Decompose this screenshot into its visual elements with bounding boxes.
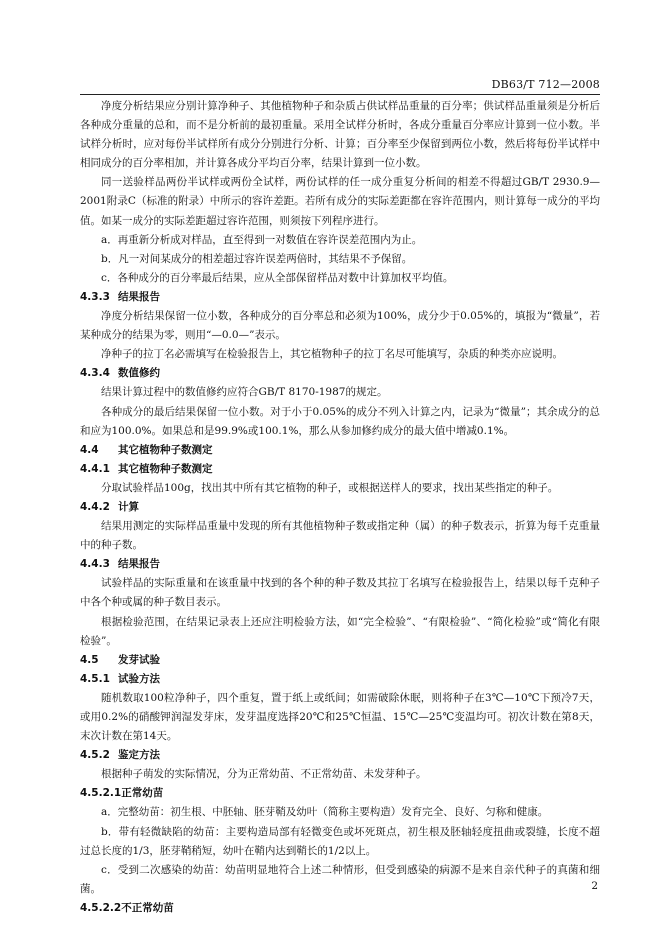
- paragraph: 随机数取100粒净种子，四个重复，置于纸上或纸间；如需破除休眠，则将种子在3℃—10℃下预冷7天，或用0.2%的硝酸钾润湿发芽床，发芽温度选择20℃和25℃恒温、15℃—25℃变温均可。初次计数在第8天，末次计数在第14天。: [80, 691, 600, 743]
- standard-number: DB63/T 712—2008: [491, 78, 600, 91]
- section-heading: [80, 498, 600, 517]
- section-number: 4.4: [80, 443, 99, 456]
- section-number: 4.5.2: [80, 749, 110, 762]
- section-title: 试验方法: [118, 672, 160, 685]
- section-title: 其它植物种子数测定: [118, 462, 213, 475]
- paragraph: 试验样品的实际重量和在该重量中找到的各个种的种子数及其拉丁名填写在检验报告上，结果以每千克种子中各个种或属的种子数目表示。: [80, 577, 600, 609]
- section-title: 正常幼苗: [121, 787, 164, 800]
- section-number: 4.4.3: [80, 558, 110, 571]
- header-rule: [80, 94, 600, 95]
- section-heading: [80, 441, 600, 460]
- section-title: 结果报告: [118, 558, 160, 571]
- section-heading: [80, 364, 600, 383]
- paragraph: 净度分析结果应分别计算净种子、其他植物种子和杂质占供试样品重量的百分率；供试样品重量须是分析后各种成分重量的总和，而不是分析前的最初重量。采用全试样分析时，各成分重量百分率应计算到一位小数。半试样分析时，应对每份半试样所有成分分别进行分析、计算；百分率至少保留到两位小数，然后将每份半试样中相同成分的百分率相加，并计算各成分平均百分率，结果计算到一位小数。: [80, 100, 600, 170]
- paragraph: 根据种子萌发的实际情况，分为正常幼苗、不正常幼苗、未发芽种子。: [101, 768, 427, 781]
- paragraph: 同一送验样品两份半试样或两份全试样，两份试样的任一成分重复分析间的相差不得超过GB/T 2930.9—2001附录C（标准的附录）中所示的容许差距。若所有成分的实际差距都在容许范围内，则计算每一成分的平均值。如某一成分的实际差距超过容许范围，则须按下列程序进行。: [80, 176, 600, 227]
- section-title: 计算: [118, 500, 139, 513]
- list-item: b．凡一对间某成分的相差超过容许误差两倍时，其结果不予保留。: [101, 252, 413, 265]
- section-title: 数值修约: [118, 367, 160, 380]
- list-item: c．各种成分的百分率最后结果，应从全部保留样品对数中计算加权平均值。: [101, 271, 454, 284]
- paragraph: 净度分析结果保留一位小数，各种成分的百分率总和必须为100%，成分少于0.05%的，填报为“微量”，若某种成分的结果为零，则用“—0.0—”表示。: [80, 310, 600, 342]
- paragraph: 各种成分的最后结果保留一位小数。对于小于0.05%的成分不列入计算之内，记录为“微量”；其余成分的总和应为100.0%。如果总和是99.9%或100.1%，那么从参加修约成分的最大值中增减0.1%。: [80, 405, 600, 437]
- section-heading: [80, 746, 600, 765]
- section-title: 结果报告: [118, 290, 160, 303]
- section-heading: [80, 899, 600, 918]
- section-heading: [80, 670, 600, 689]
- section-heading: [80, 555, 600, 574]
- paragraph: 分取试验样品100g，找出其中所有其它植物的种子，或根据送样人的要求，找出某些指定的种子。: [101, 481, 559, 494]
- paragraph: b．带有轻微缺陷的幼苗：主要构造局部有轻微变色或坏死斑点，初生根及胚轴轻度扭曲或裂缝，长度不超过总长度的1/3，胚芽鞘稍短，幼叶在鞘内达到鞘长的1/2以上。: [80, 825, 600, 857]
- section-number: 4.3.3: [80, 290, 110, 303]
- paragraph: c．受到二次感染的幼苗：幼苗明显地符合上述二种情形，但受到感染的病源不是来自亲代种子的真菌和细菌。: [80, 863, 600, 895]
- section-title: 其它植物种子数测定: [118, 443, 213, 456]
- section-number: 4.5.2.2: [80, 901, 122, 914]
- section-title: 发芽试验: [118, 653, 160, 666]
- section-title: 不正常幼苗: [121, 901, 174, 914]
- section-heading: [80, 460, 600, 479]
- section-heading: [80, 784, 600, 803]
- paragraph: 净种子的拉丁名必需填写在检验报告上，其它植物种子的拉丁名尽可能填写，杂质的种类亦应说明。: [101, 348, 563, 361]
- section-number: 4.3.4: [80, 367, 110, 380]
- paragraph: 根据检验范围，在结果记录表上还应注明检验方法，如“完全检验”、“有限检验”、“简化检验”或“简化有限检验”。: [80, 615, 600, 647]
- paragraph: 结果用测定的实际样品重量中发现的所有其他植物种子数或指定种（属）的种子数表示，折算为每千克重量中的种子数。: [80, 520, 600, 552]
- list-item: a．再重新分析成对样品，直至得到一对数值在容许误差范围内为止。: [101, 233, 423, 246]
- section-number: 4.4.2: [80, 500, 110, 513]
- section-number: 4.5: [80, 653, 99, 666]
- section-heading: [80, 651, 600, 670]
- list-item: a．完整幼苗：初生根、中胚轴、胚芽鞘及幼叶（简称主要构造）发育完全、良好、匀称和健康。: [101, 806, 549, 819]
- page-header: [80, 70, 600, 92]
- document-body: [80, 97, 600, 918]
- section-number: 4.5.2.1: [80, 787, 122, 800]
- section-title: 鉴定方法: [118, 749, 160, 762]
- section-number: 4.4.1: [80, 462, 110, 475]
- section-number: 4.5.1: [80, 672, 110, 685]
- paragraph: 结果计算过程中的数值修约应符合GB/T 8170-1987的规定。: [101, 386, 388, 399]
- section-heading: [80, 288, 600, 307]
- page-number: 2: [591, 880, 598, 892]
